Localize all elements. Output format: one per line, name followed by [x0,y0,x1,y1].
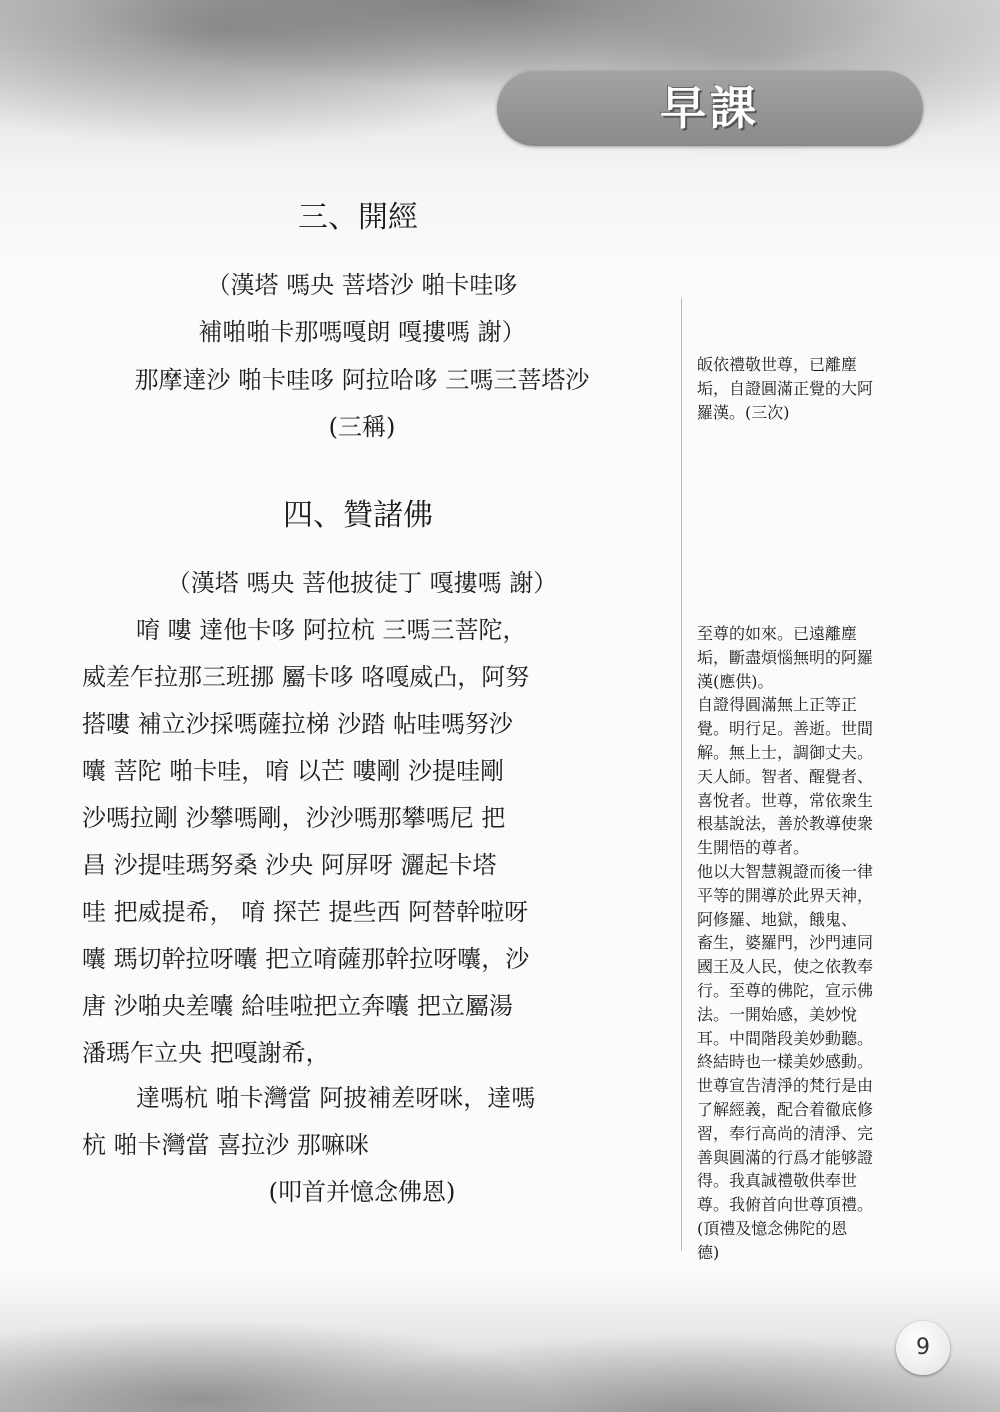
note-line: 尊。我俯首向世尊頂禮。 [697,1195,874,1215]
note-line: 阿修羅、地獄，餓鬼、 [697,909,858,929]
note-line: 得。我真誠禮敬供奉世 [697,1171,858,1191]
chant-line: 那摩達沙 啪卡哇哆 阿拉哈哆 三嗎三菩塔沙 [134,366,590,394]
chant-line: 搭嘍 補立沙採嗎薩拉梯 沙踏 帖哇嗎努沙 [82,710,513,738]
note-line: 喜悅者。世尊，常依衆生 [697,790,874,810]
translation-note-section-4 [697,622,917,1265]
note-line: 解。無上士，調御丈夫。 [697,742,874,762]
chant-line: （漢塔 嗎央 菩塔沙 啪卡哇哆 [206,271,518,299]
note-line: 行。至尊的佛陀，宣示佛 [697,980,874,1000]
chant-line: 囔 瑪切幹拉呀囔 把立唷薩那幹拉呀囔，沙 [82,945,530,973]
tab-title: 早課 [660,81,760,135]
note-line: 終結時也一樣美妙感動。 [697,1052,874,1072]
chant-line: 杭 啪卡灣當 喜拉沙 那嘛咪 [82,1131,369,1159]
chant-line: 沙嗎拉剛 沙攀嗎剛，沙沙嗎那攀嗎尼 把 [82,804,506,832]
chant-line: 哇 把威提希， 唷 探芒 提些西 阿替幹啦呀 [82,898,529,926]
note-line: 天人師。智者、醒覺者、 [697,766,874,786]
note-line: 垢，自證圓滿正覺的大阿 [697,378,874,398]
note-line: 國王及人民，使之依教奉 [697,957,874,977]
note-line: 覺。明行足。善逝。世間 [697,719,874,739]
chant-line: 達嗎杭 啪卡灣當 阿披補差呀咪，達嗎 [136,1084,536,1112]
note-line: 至尊的如來。已遠離塵 [697,624,858,643]
chant-repeat-note: (三稱) [328,413,396,441]
note-line: 畜生，婆羅門，沙門連同 [697,933,874,953]
chant-line: 威差乍拉那三班挪 屬卡哆 咯嘎威凸，阿努 [82,663,530,691]
note-line: 羅漢。(三次) [697,402,790,422]
chant-line: （漢塔 嗎央 菩他披徒丁 嘎摟嗎 謝） [166,569,558,597]
note-line: 世尊宣告清淨的梵行是由 [697,1076,874,1096]
translation-note-section-3 [697,353,917,424]
note-line: 平等的開導於此界天神， [697,885,874,905]
section-3-heading: 三、開經 [298,200,418,235]
note-line: 了解經義，配合着徹底修 [697,1099,874,1119]
chant-line: 唐 沙啪央差囔 給哇啦把立奔囔 把立屬湯 [82,992,513,1020]
chant-line: 潘瑪乍立央 把嘎謝希， [82,1039,330,1067]
note-line: (頂禮及憶念佛陀的恩 [697,1218,848,1238]
column-divider [681,298,682,1251]
note-line: 德) [697,1242,720,1262]
note-line: 生開悟的尊者。 [697,838,810,858]
chant-action-note: (叩首并憶念佛恩) [268,1178,456,1206]
chant-line: 昌 沙提哇瑪努桑 沙央 阿屏呀 灑起卡塔 [82,851,497,879]
note-line: 習，奉行高尚的清淨、完 [697,1123,874,1143]
note-line: 善與圓滿的行爲才能够證 [697,1147,874,1167]
note-line: 垢，斷盡煩惱無明的阿羅 [697,647,874,667]
section-4-heading: 四、贊諸佛 [283,498,433,533]
note-line: 自證得圓滿無上正等正 [697,695,858,715]
note-line: 根基說法，善於教導使衆 [697,814,874,834]
note-line: 法。一開始感，美妙悅 [697,1004,858,1024]
note-line: 皈依禮敬世尊，已離塵 [697,355,858,374]
note-line: 耳。中間階段美妙動聽。 [697,1028,874,1048]
note-line: 漢(應供)。 [697,671,774,691]
chant-line: 補啪啪卡那嗎嘎朗 嘎摟嗎 謝） [198,318,526,346]
chant-line: 囔 菩陀 啪卡哇，唷 以芒 嘍剛 沙提哇剛 [82,757,505,785]
note-line: 他以大智慧親證而後一律 [697,861,874,881]
chant-line: 唷 嘍 達他卡哆 阿拉杭 三嗎三菩陀， [136,616,527,644]
page-number: 9 [896,1321,950,1375]
